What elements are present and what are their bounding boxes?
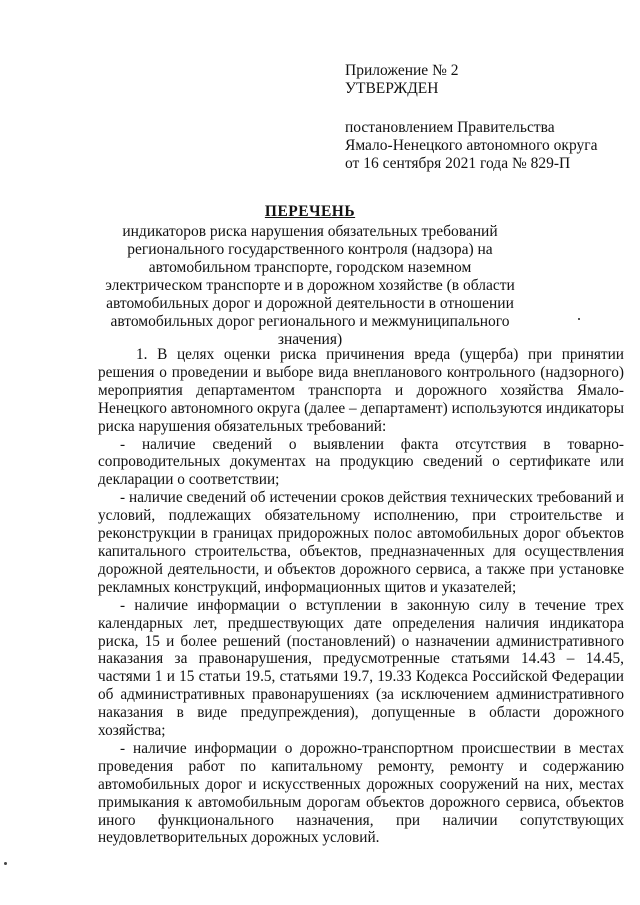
- scan-speck: [578, 318, 580, 320]
- approval-header: [345, 62, 597, 173]
- decree-line-3: от 16 сентября 2021 года № 829-П: [345, 155, 571, 172]
- appendix-label: Приложение № 2: [345, 62, 459, 79]
- decree-line-1: постановлением Правительства: [345, 119, 555, 136]
- title-subtitle: индикаторов риска нарушения обязательных требований регионального государственного контроля (надзора) на автомобильном транспорте, городском наземном электрическом транспорте и в дорожном хозяйстве (в области автомобильных дорог и дорожной деятельности в отношении автомобильных дорог регионального и межмуниципального значения): [105, 223, 515, 348]
- approved-label: УТВЕРЖДЕН: [345, 80, 439, 97]
- list-item: - наличие сведений о выявлении факта отсутствия в товарно-сопроводительных документах на продукцию сведений о сертификате или декларации о соответствии;: [98, 435, 624, 489]
- title-heading: ПЕРЕЧЕНЬ: [264, 203, 356, 220]
- intro-paragraph: 1. В целях оценки риска причинения вреда (ущерба) при принятии решения о проведении и выборе вида внепланового контрольного (надзорного) мероприятия департаментом транспорта и дорожного хозяйства Ямало-Ненецкого автономного округа (далее – департамент) используются индикаторы риска нарушения обязательных требований:: [98, 346, 624, 435]
- list-item: - наличие информации о вступлении в законную силу в течение трех календарных лет, предшествующих дате определения наличия индикатора риска, 15 и более решений (постановлений) о назначении административного наказания за правонарушения, предусмотренные статьями 14.43 – 14.45, частями 1 и 15 статьи 19.5, статьями 19.7, 19.33 Кодекса Российской Федерации об административных правонарушениях (за исключением административного наказания в виде предупреждения), допущенные в области дорожного хозяйства;: [98, 596, 624, 740]
- scan-margin-dot: [4, 862, 7, 865]
- document-title: [100, 203, 520, 349]
- decree-line-2: Ямало-Ненецкого автономного округа: [345, 137, 598, 154]
- list-item: - наличие сведений об истечении сроков действия технических требований и условий, подлежащих обязательному исполнению, при строительстве и реконструкции в границах придорожных полос автомобильных дорог объектов капитального строительства, объектов, предназначенных для осуществления дорожной деятельности, и объектов дорожного сервиса, а также при установке рекламных конструкций, информационных щитов и указателей;: [98, 489, 624, 596]
- list-item: - наличие информации о дорожно-транспортном происшествии в местах проведения работ по капитальному ремонту, ремонту и содержанию автомобильных дорог и искусственных дорожных сооружений на них, местах примыкания к автомобильным дорогам объектов дорожного сервиса, объектов иного функционального назначения, при наличии сопутствующих неудовлетворительных дорожных условий.: [98, 739, 624, 847]
- document-body: [98, 346, 624, 847]
